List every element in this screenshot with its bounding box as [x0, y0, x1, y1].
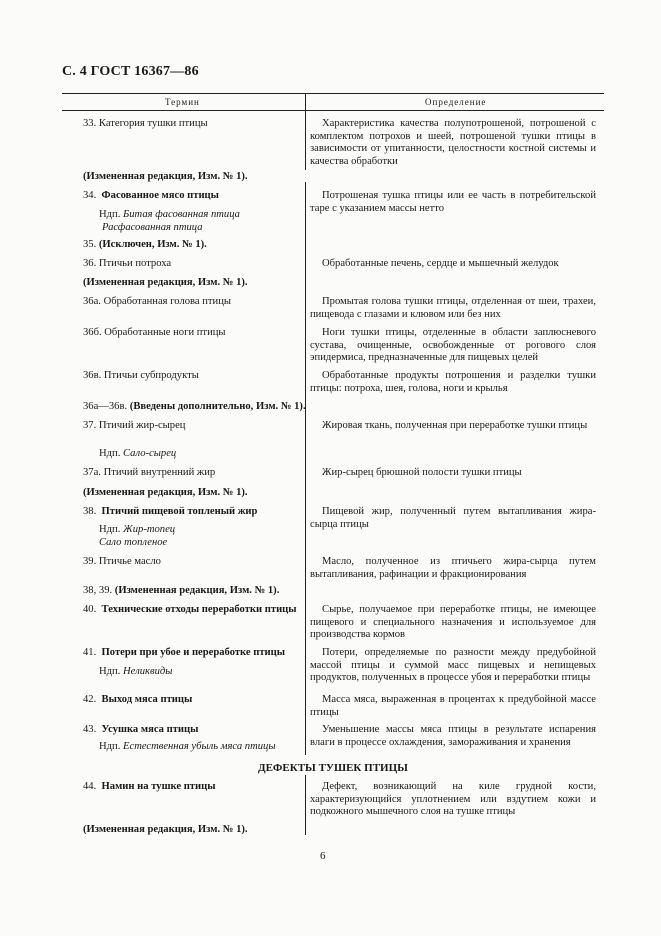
ndp-34: Ндп. Битая фасованная птица Расфасованная птица — [99, 209, 240, 233]
term-42: 42. Выход мяса птицы — [83, 694, 193, 705]
term-37a: 37а. Птичий внутренний жир — [83, 467, 216, 478]
definition-37a: Жир-сырец брюшной полости тушки птицы — [322, 467, 522, 478]
definition-40: Сырье, получаемое при переработке птицы, не имеющее пищевого и специального назначения и используемое для производства кормов — [310, 604, 596, 640]
term-41: 41. Потери при убое и переработке птицы — [83, 647, 286, 658]
amendment-note: 38, 39. (Измененная редакция, Изм. № 1). — [83, 585, 280, 596]
ndp-37: Ндп. Сало-сырец — [99, 448, 177, 459]
amendment-note: (Измененная редакция, Изм. № 1). — [83, 487, 248, 498]
page-header: С. 4 ГОСТ 16367—86 — [62, 64, 199, 79]
amendment-note: (Измененная редакция, Изм. № 1). — [83, 824, 248, 835]
ndp-43: Ндп. Естественная убыль мяса птицы — [99, 741, 276, 752]
definition-37: Жировая ткань, полученная при переработке тушки птицы — [322, 420, 588, 431]
term-35: 35. (Исключен, Изм. № 1). — [83, 239, 207, 250]
amendment-note: (Измененная редакция, Изм. № 1). — [83, 277, 248, 288]
ndp-41: Ндп. Неликвиды — [99, 666, 173, 677]
term-34: 34. Фасованное мясо птицы — [83, 190, 219, 201]
definition-36a: Промытая голова тушки птицы, отделенная от шеи, трахеи, пищевода с глазами и клювом или без них — [310, 296, 596, 320]
term-40: 40. Технические отходы переработки птицы — [83, 604, 297, 615]
definition-42: Масса мяса, выраженная в процентах к предубойной массе птицы — [310, 694, 596, 718]
term-37: 37. Птичий жир-сырец — [83, 420, 186, 431]
column-divider — [305, 182, 306, 755]
addition-note: 36а—36в. (Введены дополнительно, Изм. № 1). — [83, 401, 306, 412]
column-divider — [305, 93, 306, 170]
definition-36: Обработанные печень, сердце и мышечный желудок — [322, 258, 559, 269]
term-36v: 36в. Птичьи субпродукты — [83, 370, 199, 381]
term-33: 33. Категория тушки птицы — [83, 118, 208, 129]
term-43: 43. Усушка мяса птицы — [83, 724, 199, 735]
definition-36b: Ноги тушки птицы, отделенные в области заплюсневого сустава, очищенные, освобожденные от рогового слоя эпидермиса, предназначенные для пищевых целей — [310, 327, 596, 363]
column-header-definition: Определение — [425, 97, 487, 107]
term-44: 44. Намин на тушке птицы — [83, 781, 216, 792]
definition-43: Уменьшение массы мяса птицы в результате испарения влаги в процессе охлаждения, замораживания и хранения — [310, 724, 596, 748]
amendment-note: (Измененная редакция, Изм. № 1). — [83, 171, 248, 182]
definition-44: Дефект, возникающий на киле грудной кости, характеризующийся уплотнением или вздутием кожи и подкожного мышечного слоя на тушке птицы — [310, 781, 596, 817]
definition-36v: Обработанные продукты потрошения и разделки тушки птицы: потроха, шея, голова, ноги и крылья — [310, 370, 596, 394]
term-39: 39. Птичье масло — [83, 556, 161, 567]
table-header-rule — [62, 110, 604, 111]
column-header-term: Термин — [165, 97, 200, 107]
term-36a: 36а. Обработанная голова птицы — [83, 296, 231, 307]
definition-41: Потери, определяемые по разности между предубойной массой птицы и суммой масс пищевых и непищевых продуктов, полученных в процессе убоя и переработки птицы — [310, 647, 596, 683]
definition-38: Пищевой жир, полученный путем вытапливания жира-сырца птицы — [310, 506, 596, 530]
table-top-rule — [62, 93, 604, 94]
page-number: 6 — [320, 850, 326, 862]
definition-39: Масло, полученное из птичьего жира-сырца путем вытапливания, рафинации и фракционирования — [310, 556, 596, 580]
term-36b: 36б. Обработанные ноги птицы — [83, 327, 226, 338]
definition-34: Потрошеная тушка птицы или ее часть в потребительской таре с указанием массы нетто — [310, 190, 596, 214]
term-38: 38. Птичий пищевой топленый жир — [83, 506, 258, 517]
section-title: ДЕФЕКТЫ ТУШЕК ПТИЦЫ — [258, 762, 408, 774]
definition-33: Характеристика качества полупотрошеной, потрошеной с комплектом потрохов и шеей, потрошеной тушки птицы в зависимости от упитанности, целостности костной системы и качества обработки — [310, 118, 596, 167]
ndp-38: Ндп. Жир-топец Сало топленое — [99, 524, 176, 548]
term-36: 36. Птичьи потроха — [83, 258, 172, 269]
